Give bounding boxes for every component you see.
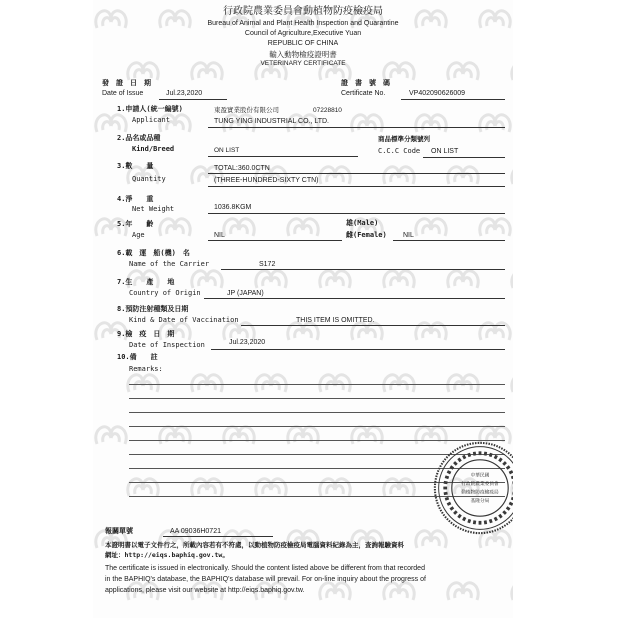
- seal-ring-mark: [506, 465, 511, 469]
- issue-date-label-zh: 發 證 日 期: [102, 79, 151, 87]
- watermark-swirl: [384, 271, 414, 288]
- applicant-label-zh: 1.申請人(統一編號): [117, 105, 183, 113]
- seal-ring-mark: [484, 520, 487, 524]
- seal-ring-mark: [444, 492, 448, 495]
- seal-ring-mark: [494, 517, 498, 522]
- seal-ring-mark: [502, 461, 507, 466]
- header-council-en: Council of Agriculture,Executive Yuan: [244, 30, 362, 37]
- remarks-line: [129, 384, 505, 385]
- watermark-swirl: [96, 115, 126, 132]
- vaccination-underline: [241, 325, 505, 326]
- header-agency-en: Bureau of Animal and Plant Health Inspection and Quarantine: [207, 20, 399, 27]
- watermark-swirl: [96, 427, 126, 444]
- seal-ring-mark: [511, 475, 513, 479]
- header-title-zh: 行政院農業委員會動植物防疫檢疫局: [223, 6, 383, 17]
- applicant-label-en: Applicant: [132, 116, 170, 124]
- vaccination-label-zh: 8.預防注射種類及日期: [117, 305, 189, 313]
- seal-text-line4: 基隆分局: [470, 499, 490, 505]
- age-label-zh: 5.年 齡: [117, 220, 154, 228]
- report-no-underline: [163, 536, 273, 537]
- applicant-value-id: 07228810: [313, 107, 342, 114]
- watermark-swirl: [512, 583, 513, 600]
- seal-ring-mark: [467, 519, 471, 523]
- applicant-underline: [208, 127, 505, 128]
- seal-ring-mark: [512, 481, 513, 484]
- header-cert-zh: 輸入動物檢疫證明書: [269, 50, 337, 59]
- ccc-value: ON LIST: [431, 148, 459, 155]
- origin-label-zh: 7.生 產 地: [117, 278, 175, 286]
- seal-ring-mark: [506, 506, 511, 510]
- quantity-value: TOTAL:360.0CTN: [214, 165, 270, 172]
- seal-ring-mark: [447, 502, 452, 506]
- quantity-label-en: Quantity: [132, 175, 166, 183]
- watermark-swirl: [512, 375, 513, 392]
- ccc-label-zh: 商品標準分類號列: [378, 135, 430, 143]
- kind-label-zh: 2.品名或品種: [117, 134, 161, 142]
- issue-date-underline: [159, 99, 227, 100]
- seal-ring-mark: [479, 451, 482, 455]
- quantity-value-words: (THREE-HUNDRED-SIXTY CTN): [214, 177, 319, 184]
- seal-ring-mark: [509, 470, 513, 474]
- watermark-swirl: [384, 167, 414, 184]
- carrier-label-en: Name of the Carrier: [129, 260, 210, 268]
- watermark-swirl: [288, 427, 318, 444]
- watermark-swirl: [224, 427, 254, 444]
- watermark-swirl: [448, 583, 478, 600]
- seal-text-line2: 行政院農業委員會: [461, 482, 499, 488]
- seal-ring-mark: [502, 510, 507, 515]
- origin-underline: [204, 298, 505, 299]
- watermark-swirl: [512, 167, 513, 184]
- quantity-underline-2: [208, 186, 505, 187]
- ccc-underline: [423, 157, 505, 158]
- report-no-value: AA 09036H0721: [170, 528, 221, 535]
- seal-ring-mark: [511, 497, 513, 501]
- kind-value: ON LIST: [214, 147, 240, 154]
- cert-no-underline: [401, 99, 505, 100]
- footer-note-zh: 本證明書以電子文件行之，所載內容若有不符處，以動植物防疫檢疫局電腦資料紀錄為主，查詢報驗資料: [105, 541, 404, 549]
- footer-note-en-3: applications, please visit our website at http://eiqs.baphiq.gov.tw.: [105, 587, 305, 594]
- watermark-swirl: [288, 219, 318, 236]
- weight-underline: [208, 213, 505, 214]
- watermark-swirl: [256, 271, 286, 288]
- seal-ring-mark: [450, 506, 455, 510]
- watermark-swirl: [448, 167, 478, 184]
- watermark-swirl: [480, 115, 510, 132]
- watermark-swirl: [320, 167, 350, 184]
- seal-ring-mark: [453, 461, 458, 466]
- watermark-swirl: [160, 219, 190, 236]
- watermark-swirl: [352, 115, 382, 132]
- seal-ring-mark: [512, 492, 513, 495]
- seal-ring-mark: [479, 521, 482, 525]
- footer-note-zh-url: 網址：http://eiqs.baphiq.gov.tw。: [105, 551, 229, 559]
- remarks-label-zh: 10.備 註: [117, 353, 158, 361]
- origin-label-en: Country of Origin: [129, 289, 201, 297]
- sex-value: NIL: [403, 232, 414, 239]
- inspection-label-en: Date of Inspection: [129, 341, 205, 349]
- kind-label-en: Kind/Breed: [132, 145, 175, 153]
- inspection-value: Jul.23,2020: [229, 339, 266, 346]
- seal-ring-mark: [509, 502, 513, 506]
- quantity-label-zh: 3.數 量: [117, 162, 154, 170]
- watermark-swirl: [384, 583, 414, 600]
- remarks-line: [129, 412, 505, 413]
- seal-ring-mark: [473, 520, 476, 524]
- carrier-label-zh: 6.載 運 船(機) 名: [117, 249, 190, 257]
- applicant-value-en: TUNG YING INDUSTRIAL CO., LTD.: [214, 118, 329, 125]
- cert-no-label-en: Certificate No.: [341, 90, 386, 97]
- age-underline: [208, 240, 342, 241]
- issue-date-label-en: Date of Issue: [102, 90, 144, 97]
- carrier-underline: [221, 269, 505, 270]
- kind-underline: [208, 156, 358, 157]
- seal-ring-mark: [473, 452, 476, 456]
- watermark-swirl: [352, 427, 382, 444]
- seal-ring-mark: [447, 470, 452, 474]
- seal-ring-mark: [444, 481, 448, 484]
- certificate-page: [93, 0, 513, 618]
- carrier-value: S172: [259, 261, 276, 268]
- seal-text-line3: 動植物防疫檢疫局: [461, 490, 499, 496]
- seal-ring-mark: [443, 487, 447, 490]
- applicant-value-zh: 東盈實業股份有限公司: [214, 107, 279, 114]
- weight-label-en: Net Weight: [132, 205, 175, 213]
- sex-underline: [393, 240, 505, 241]
- report-no-label: 報關單號: [105, 527, 133, 535]
- watermark-swirl: [416, 115, 446, 132]
- header-cert-en: VETERINARY CERTIFICATE: [260, 60, 346, 67]
- seal-ring-mark: [445, 475, 449, 479]
- remarks-line: [129, 398, 505, 399]
- seal-ring-mark: [498, 458, 502, 463]
- watermark-swirl: [512, 271, 513, 288]
- seal-ring-mark: [494, 455, 498, 460]
- issue-date-value: Jul.23,2020: [166, 90, 203, 97]
- seal-text-line1: 中華民國: [470, 473, 490, 479]
- footer-note-en-2: in the BAPHIQ's database, the BAPHIQ's database will prevail. For on-line inquiry about the progress of: [105, 576, 426, 583]
- seal-ring-mark: [462, 455, 466, 460]
- inspection-underline: [211, 349, 505, 350]
- seal-ring-mark: [489, 519, 493, 523]
- remarks-line: [129, 426, 505, 427]
- watermark-swirl: [448, 271, 478, 288]
- seal-ring-mark: [445, 497, 449, 501]
- watermark-swirl: [192, 271, 222, 288]
- seal-ring-mark: [484, 452, 487, 456]
- vaccination-value: THIS ITEM IS OMITTED.: [296, 317, 375, 324]
- weight-value: 1036.8KGM: [214, 204, 252, 211]
- watermark-swirl: [416, 219, 446, 236]
- seal-ring-mark: [450, 465, 455, 469]
- seal-ring-mark: [498, 514, 502, 519]
- watermark-swirl: [480, 219, 510, 236]
- official-seal-stamp: [433, 441, 513, 535]
- sex-male-label: 雄(Male): [346, 219, 379, 227]
- cert-no-label-zh: 證 書 號 碼: [341, 79, 390, 87]
- seal-ring-mark: [489, 453, 493, 457]
- seal-ring-mark: [467, 453, 471, 457]
- vaccination-label-en: Kind & Date of Vaccination: [129, 316, 239, 324]
- seal-ring-mark: [453, 510, 458, 515]
- header-country-en: REPUBLIC OF CHINA: [267, 40, 339, 47]
- watermark-swirl: [224, 219, 254, 236]
- watermark-swirl: [320, 271, 350, 288]
- age-label-en: Age: [132, 231, 145, 239]
- quantity-underline-1: [208, 173, 505, 174]
- origin-value: JP (JAPAN): [227, 290, 264, 297]
- remarks-label-en: Remarks:: [129, 365, 163, 373]
- seal-ring-mark: [457, 514, 461, 519]
- watermark-swirl: [160, 427, 190, 444]
- inspection-label-zh: 9.檢 疫 日 期: [117, 330, 175, 338]
- ccc-label-en: C.C.C Code: [378, 147, 421, 155]
- watermark-swirl: [320, 583, 350, 600]
- seal-ring-mark: [457, 458, 461, 463]
- footer-note-en-1: The certificate is issued in electronically. Should the content listed above be different from that recorded: [105, 565, 425, 572]
- cert-no-value: VP402090626009: [409, 90, 466, 97]
- sex-female-label: 雌(Female): [346, 231, 387, 239]
- weight-label-zh: 4.淨 重: [117, 195, 154, 203]
- seal-ring-mark: [462, 517, 466, 522]
- age-value: NIL: [214, 232, 225, 239]
